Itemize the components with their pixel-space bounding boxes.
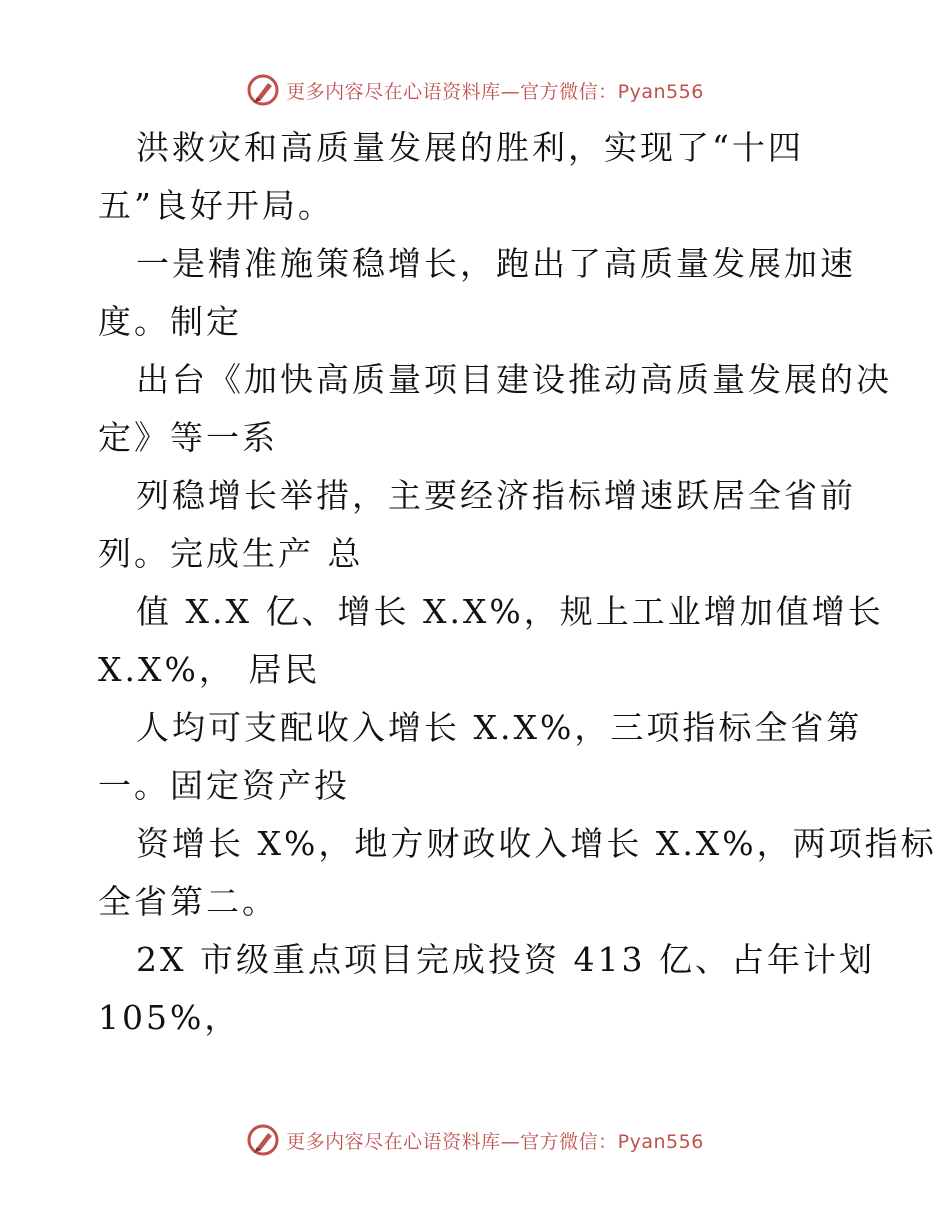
- pen-logo-icon: [246, 1123, 280, 1157]
- body-line: 2X 市级重点项目完成投资 413 亿、占年计划: [136, 940, 875, 979]
- footer-watermark-label: 更多内容尽在心语资料库: [286, 1130, 501, 1153]
- body-line: 全省第二。: [98, 882, 278, 921]
- header-dash: —: [500, 80, 521, 103]
- body-line: 定》等一系: [98, 418, 278, 457]
- pen-logo-icon: [246, 73, 280, 107]
- header-wechat-label: 官方微信：Pyan556: [520, 80, 704, 103]
- footer-dash: —: [500, 1130, 521, 1153]
- header-watermark: [0, 70, 950, 110]
- body-line: 资增长 X%，地方财政收入增长 X.X%，两项指标: [136, 824, 937, 863]
- footer-watermark: [0, 1120, 950, 1160]
- body-line: 值 X.X 亿、增长 X.X%，规上工业增加值增长: [136, 592, 884, 631]
- body-line: 五”良好开局。: [98, 186, 334, 225]
- body-line: 列。完成生产 总: [98, 534, 364, 573]
- footer-watermark-text: [286, 1127, 704, 1154]
- body-line: X.X%， 居民: [98, 650, 321, 689]
- body-line: 列稳增长举措，主要经济指标增速跃居全省前: [136, 476, 856, 515]
- body-line: 一。固定资产投: [98, 766, 350, 805]
- body-line: 105%，: [98, 998, 241, 1037]
- body-line: 人均可支配收入增长 X.X%，三项指标全省第: [136, 708, 863, 747]
- body-line: 出台《加快高质量项目建设推动高质量发展的决: [136, 360, 892, 399]
- header-watermark-label: 更多内容尽在心语资料库: [286, 80, 501, 103]
- body-line: 度。制定: [98, 302, 242, 341]
- footer-wechat-label: 官方微信：Pyan556: [520, 1130, 704, 1153]
- header-watermark-text: [286, 77, 704, 104]
- body-line: 洪救灾和高质量发展的胜利，实现了“十四: [136, 128, 804, 167]
- body-line: 一是精准施策稳增长，跑出了高质量发展加速: [136, 244, 856, 283]
